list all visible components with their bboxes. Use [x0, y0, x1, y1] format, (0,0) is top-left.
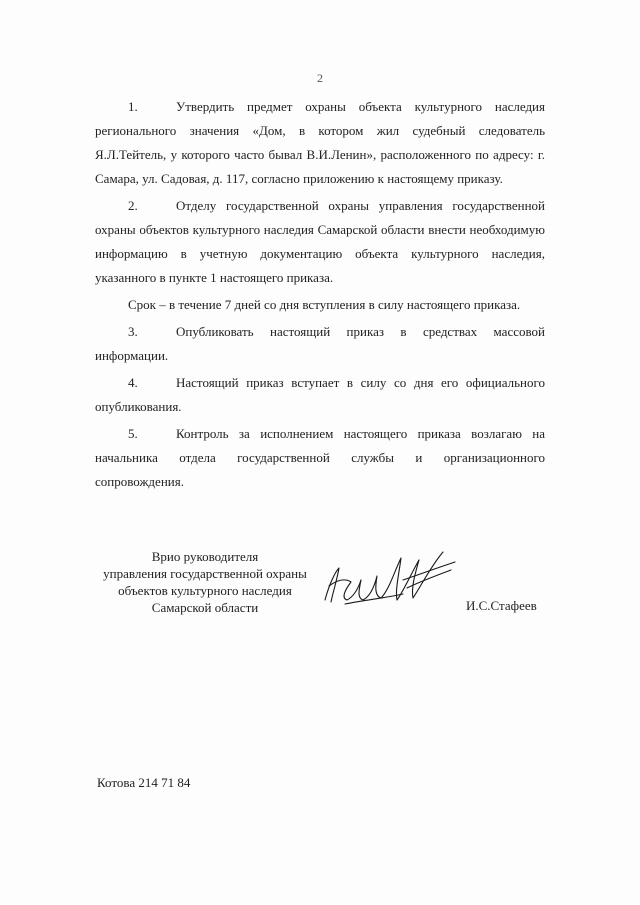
order-body — [95, 95, 545, 497]
paragraph-number: 1. — [128, 99, 138, 114]
handwritten-signature — [315, 540, 465, 620]
paragraph-text: Утвердить предмет охраны объекта культурного наследия регионального значения «Дом, в котором жил судебный следователь Я.Л.Тейтель, у которого часто бывал В.И.Ленин», расположенного по адресу: г. Самара, ул. Садовая, д. 117, согласно приложению к настоящему приказу. — [95, 99, 545, 186]
paragraph-number: 4. — [128, 375, 138, 390]
paragraph-text: Контроль за исполнением настоящего приказа возлагаю на начальника отдела государственной службы и организационного сопровождения. — [95, 426, 545, 489]
paragraph-text: Опубликовать настоящий приказ в средствах массовой информации. — [95, 324, 545, 363]
paragraph-1 — [95, 95, 545, 191]
paragraph-5 — [95, 422, 545, 494]
paragraph-number: 2. — [128, 198, 138, 213]
signatory-line: Врио руководителя — [151, 549, 259, 564]
executor-contact: Котова 214 71 84 — [97, 775, 191, 790]
paragraph-text: Настоящий приказ вступает в силу со дня его официального опубликования. — [95, 375, 545, 414]
signatory-line: Самарской области — [151, 600, 259, 615]
paragraph-number: 5. — [128, 426, 138, 441]
paragraph-deadline — [95, 293, 545, 317]
paragraph-2 — [95, 194, 545, 290]
signatory-title — [95, 548, 315, 616]
page-number: 2 — [317, 71, 323, 85]
paragraph-text: Срок – в течение 7 дней со дня вступления в силу настоящего приказа. — [128, 297, 521, 312]
signatory-line: объектов культурного наследия — [118, 583, 292, 598]
paragraph-text: Отделу государственной охраны управления государственной охраны объектов культурного наследия Самарской области внести необходимую информацию в учетную документацию объекта культурного наследия, указанного в пункте 1 настоящего приказа. — [95, 198, 545, 285]
signatory-line: управления государственной охраны — [103, 566, 307, 581]
signer-name: И.С.Стафеев — [466, 598, 537, 613]
paragraph-3 — [95, 320, 545, 368]
paragraph-4 — [95, 371, 545, 419]
paragraph-number: 3. — [128, 324, 138, 339]
